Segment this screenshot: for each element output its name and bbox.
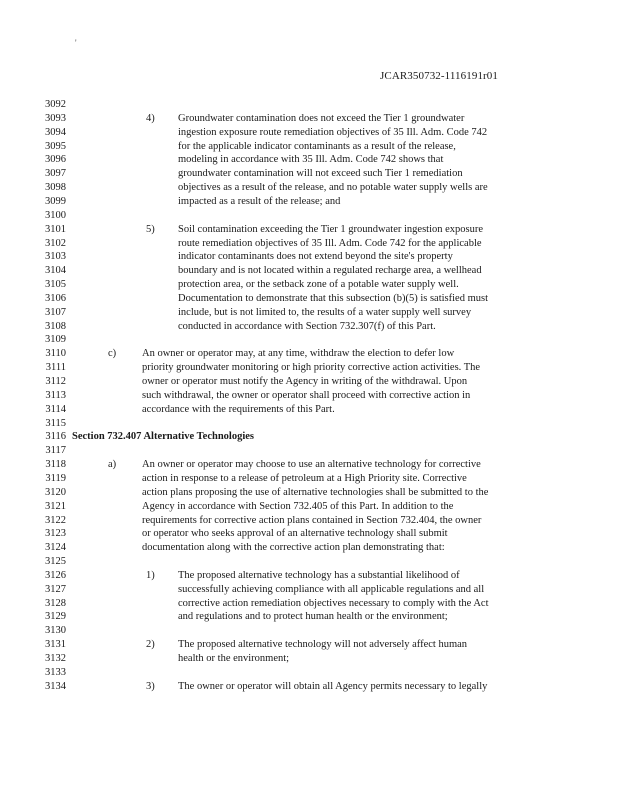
text-line: Soil contamination exceeding the Tier 1 groundwater ingestion exposure — [178, 223, 484, 235]
text-line: owner or operator must notify the Agency in writing of the withdrawal. Upon — [142, 376, 468, 387]
text-line: modeling in accordance with 35 Ill. Adm. Code 742 shows that — [178, 154, 444, 166]
line-number: 3102 — [45, 237, 66, 249]
line-number: 3128 — [45, 597, 66, 609]
line-number: 3109 — [45, 334, 66, 346]
line-number: 3132 — [45, 653, 66, 664]
text-line: ingestion exposure route remediation objectives of 35 Ill. Adm. Code 742 — [178, 126, 488, 138]
line-number: 3123 — [45, 528, 66, 540]
text-line: health or the environment; — [178, 653, 290, 664]
line-number: 3122 — [45, 514, 66, 526]
text-line: The proposed alternative technology has a substantial likelihood of — [178, 569, 460, 581]
item-marker: 5) — [146, 223, 155, 235]
line-number: 3130 — [45, 625, 66, 637]
text-line: action in response to a release of petroleum at a High Priority site. Corrective — [142, 472, 467, 484]
text-line: route remediation objectives of 35 Ill. Adm. Code 742 for the applicable — [178, 237, 482, 249]
line-number: 3098 — [45, 182, 66, 194]
line-number: 3107 — [45, 306, 66, 318]
line-number: 3097 — [45, 168, 66, 180]
text-line: requirements for corrective action plans contained in Section 732.404, the owner — [142, 514, 482, 526]
line-number: 3094 — [45, 126, 66, 138]
text-line: The proposed alternative technology will not adversely affect human — [178, 639, 468, 651]
text-line: impacted as a result of the release; and — [178, 195, 341, 207]
line-number: 3119 — [45, 472, 66, 484]
line-number: 3114 — [45, 403, 66, 415]
document-id: JCAR350732-1116191r01 — [380, 70, 499, 82]
line-number: 3095 — [45, 140, 66, 152]
stray-mark: ' — [75, 38, 77, 48]
line-number: 3104 — [45, 265, 66, 277]
line-number: 3113 — [45, 389, 66, 401]
text-line: groundwater contamination will not exceed such Tier 1 remediation — [178, 168, 463, 180]
line-number: 3118 — [45, 459, 66, 471]
line-number: 3110 — [45, 348, 66, 360]
text-line: include, but is not limited to, the results of a water supply well survey — [178, 306, 472, 318]
line-number: 3127 — [45, 583, 66, 595]
line-number: 3099 — [45, 195, 66, 207]
line-number: 3125 — [45, 556, 66, 568]
text-line: The owner or operator will obtain all Agency permits necessary to legally — [178, 680, 488, 692]
text-line: and regulations and to protect human health or the environment; — [178, 611, 448, 623]
text-line: indicator contaminants does not extend beyond the site's property — [178, 251, 453, 263]
line-number: 3100 — [45, 209, 66, 221]
line-number: 3121 — [45, 500, 66, 512]
line-number: 3092 — [45, 99, 66, 110]
text-line: such withdrawal, the owner or operator shall proceed with corrective action in — [142, 389, 471, 401]
text-line: objectives as a result of the release, and no potable water supply wells are — [178, 182, 488, 194]
item-marker: 1) — [146, 569, 155, 581]
text-line: Groundwater contamination does not exceed the Tier 1 groundwater — [178, 112, 465, 124]
line-number: 3126 — [45, 569, 66, 581]
item-marker: a) — [108, 459, 117, 471]
text-line: An owner or operator may, at any time, withdraw the election to defer low — [142, 348, 455, 360]
text-line: Documentation to demonstrate that this subsection (b)(5) is satisfied must — [178, 292, 488, 304]
line-number: 3120 — [45, 486, 66, 498]
text-line: boundary and is not located within a regulated recharge area, a wellhead — [178, 265, 482, 277]
line-number: 3116 — [45, 431, 66, 443]
text-line: accordance with the requirements of this Part. — [142, 403, 335, 415]
item-marker: 3) — [146, 680, 155, 692]
line-number: 3111 — [45, 362, 66, 374]
text-line: protection area, or the setback zone of a potable water supply well. — [178, 279, 459, 291]
line-number: 3133 — [45, 666, 66, 678]
line-number: 3105 — [45, 279, 66, 291]
line-number: 3108 — [45, 320, 66, 332]
text-line: conducted in accordance with Section 732.307(f) of this Part. — [178, 320, 436, 332]
text-line: priority groundwater monitoring or high priority corrective action activities. The — [142, 362, 481, 374]
text-line: successfully achieving compliance with all applicable regulations and all — [178, 583, 485, 595]
section-heading: Section 732.407 Alternative Technologies — [72, 431, 254, 443]
line-number: 3101 — [45, 223, 66, 235]
text-line: Agency in accordance with Section 732.405 of this Part. In addition to the — [142, 500, 454, 512]
line-number: 3096 — [45, 154, 66, 166]
line-number: 3106 — [45, 292, 66, 304]
text-line: documentation along with the corrective action plan demonstrating that: — [142, 542, 445, 554]
item-marker: 2) — [146, 639, 155, 651]
text-line: corrective action remediation objectives necessary to comply with the Act — [178, 597, 489, 609]
line-number: 3134 — [45, 680, 66, 692]
line-number: 3129 — [45, 611, 66, 623]
line-number: 3112 — [45, 376, 66, 387]
item-marker: 4) — [146, 112, 155, 124]
text-line: action plans proposing the use of alternative technologies shall be submitted to the — [142, 486, 489, 498]
line-number: 3117 — [45, 445, 66, 457]
line-number: 3124 — [45, 542, 66, 554]
item-marker: c) — [108, 348, 117, 360]
line-number: 3103 — [45, 251, 66, 263]
line-number: 3115 — [45, 417, 66, 429]
text-line: An owner or operator may choose to use an alternative technology for corrective — [142, 459, 481, 471]
line-number: 3131 — [45, 639, 66, 651]
line-number: 3093 — [45, 112, 66, 124]
text-line: or operator who seeks approval of an alternative technology shall submit — [142, 528, 448, 540]
text-line: for the applicable indicator contaminants as a result of the release, — [178, 140, 456, 152]
